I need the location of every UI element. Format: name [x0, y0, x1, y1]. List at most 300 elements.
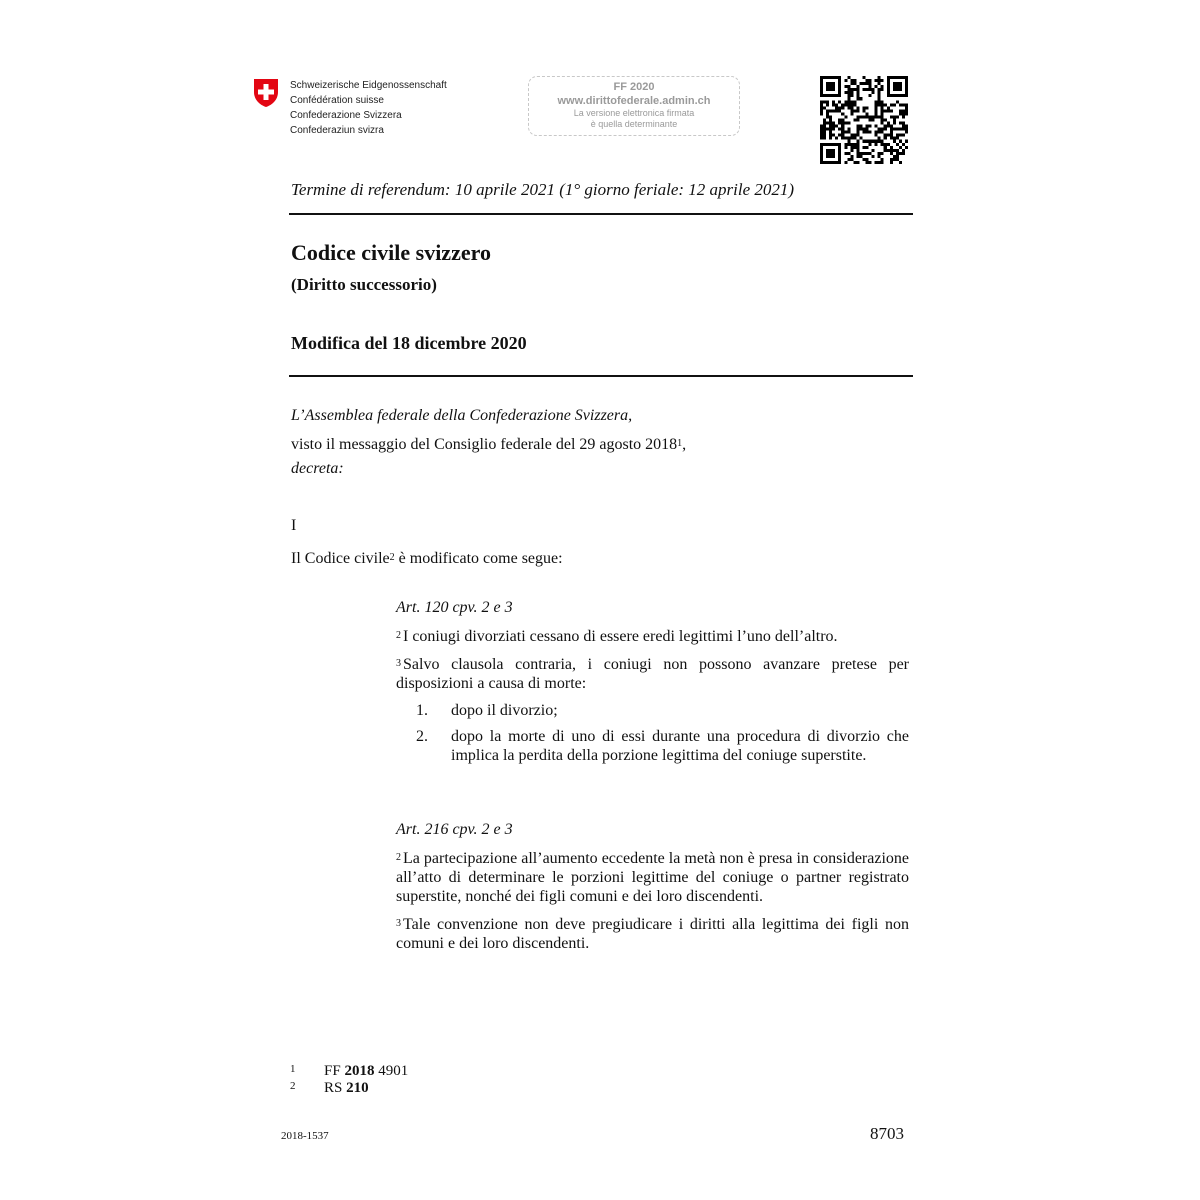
qr-module	[881, 158, 884, 161]
qr-module	[826, 82, 835, 91]
qr-module	[859, 128, 862, 131]
stamp-ff: FF 2020	[613, 81, 655, 93]
qr-module	[866, 82, 869, 85]
qr-module	[893, 158, 896, 161]
qr-module	[881, 103, 884, 106]
stamp-note-2: è quella determinante	[590, 119, 678, 129]
act-subtitle: (Diritto successorio)	[291, 275, 437, 294]
qr-module	[884, 103, 887, 106]
qr-module	[829, 128, 832, 131]
qr-module	[893, 122, 896, 125]
qr-module	[856, 85, 859, 88]
qr-module	[847, 94, 850, 97]
qr-module	[875, 79, 878, 82]
qr-module	[823, 137, 826, 140]
qr-module	[853, 109, 856, 112]
qr-module	[820, 131, 823, 134]
preamble-decree: decreta:	[291, 460, 344, 477]
qr-module	[820, 137, 823, 140]
qr-module	[850, 91, 853, 94]
qr-module	[878, 76, 881, 79]
qr-module	[881, 112, 884, 115]
qr-module	[820, 103, 823, 106]
qr-module	[841, 103, 844, 106]
qr-module	[896, 152, 899, 155]
qr-module	[841, 122, 844, 125]
qr-module	[881, 85, 884, 88]
qr-module	[853, 143, 856, 146]
qr-module	[856, 97, 859, 100]
qr-module	[899, 146, 902, 149]
qr-module	[905, 103, 908, 106]
preamble-assembly: L’Assemblea federale della Confederazione Svizzera,	[291, 407, 633, 424]
qr-module	[905, 106, 908, 109]
qr-module	[878, 79, 881, 82]
qr-module	[869, 143, 872, 146]
qr-module	[881, 109, 884, 112]
qr-module	[896, 115, 899, 118]
footnote	[290, 1063, 408, 1080]
footnote-suffix: 4901	[374, 1063, 409, 1079]
qr-module	[881, 128, 884, 131]
qr-module	[856, 149, 859, 152]
confed-rm: Confederaziun svizra	[290, 125, 384, 136]
qr-module	[835, 137, 838, 140]
qr-module	[890, 103, 893, 106]
footnotes	[290, 1063, 408, 1097]
qr-module	[850, 94, 853, 97]
list-item-number: 2.	[416, 728, 428, 745]
qr-module	[844, 91, 847, 94]
qr-module	[896, 128, 899, 131]
qr-module	[862, 131, 865, 134]
qr-module	[875, 161, 878, 164]
qr-module	[844, 100, 847, 103]
qr-module	[905, 146, 908, 149]
qr-module	[832, 103, 835, 106]
qr-module	[850, 109, 853, 112]
paragraph-text: I coniugi divorziati cessano di essere eredi legittimi l’uno dell’altro.	[403, 628, 838, 645]
page-number: 8703	[870, 1124, 904, 1143]
qr-module	[832, 125, 835, 128]
qr-module	[869, 152, 872, 155]
qr-module	[866, 146, 869, 149]
paragraph-number: 2	[396, 630, 401, 641]
intro-rest: è modificato come segue:	[394, 550, 563, 567]
qr-module	[896, 155, 899, 158]
qr-module	[899, 152, 902, 155]
qr-module	[881, 106, 884, 109]
qr-module	[902, 103, 905, 106]
qr-module	[890, 152, 893, 155]
qr-module	[884, 137, 887, 140]
qr-module	[902, 152, 905, 155]
qr-module	[841, 137, 844, 140]
qr-module	[832, 134, 835, 137]
qr-module	[896, 149, 899, 152]
qr-module	[893, 140, 896, 143]
qr-module	[856, 131, 859, 134]
qr-module	[869, 140, 872, 143]
qr-module	[875, 100, 878, 103]
qr-module	[847, 91, 850, 94]
qr-module	[866, 112, 869, 115]
confed-fr: Confédération suisse	[290, 95, 384, 106]
qr-module	[884, 128, 887, 131]
qr-module	[820, 106, 823, 109]
qr-module	[899, 103, 902, 106]
qr-module	[869, 118, 872, 121]
paragraph-number: 2	[396, 852, 401, 863]
qr-module	[872, 140, 875, 143]
qr-module	[850, 100, 853, 103]
confed-it: Confederazione Svizzera	[290, 110, 402, 121]
qr-module	[905, 131, 908, 134]
article-120	[396, 598, 909, 765]
qr-module	[823, 118, 826, 121]
qr-module	[875, 143, 878, 146]
qr-module	[887, 122, 890, 125]
qr-module	[838, 106, 841, 109]
qr-module	[862, 140, 865, 143]
qr-module	[902, 122, 905, 125]
qr-module	[856, 146, 859, 149]
qr-module	[902, 143, 905, 146]
qr-module	[896, 143, 899, 146]
qr-module	[820, 128, 823, 131]
qr-module	[841, 128, 844, 131]
qr-module	[881, 100, 884, 103]
qr-module	[850, 146, 853, 149]
qr-module	[850, 137, 853, 140]
qr-module	[856, 118, 859, 121]
list-item-text: dopo il divorzio;	[451, 702, 558, 719]
footnote-ref[interactable]: 2	[389, 552, 395, 563]
qr-module	[881, 79, 884, 82]
qr-module	[887, 109, 890, 112]
qr-module	[841, 112, 844, 115]
qr-module	[866, 125, 869, 128]
qr-module	[878, 140, 881, 143]
qr-module	[890, 115, 893, 118]
divider	[289, 213, 913, 215]
qr-module	[893, 115, 896, 118]
paragraph-text: Tale convenzione non deve pregiudicare i diritti alla legittima dei figli non comuni e dei loro discendenti.	[396, 916, 909, 952]
qr-module	[850, 134, 853, 137]
qr-module	[847, 100, 850, 103]
qr-module	[905, 128, 908, 131]
qr-module	[856, 91, 859, 94]
qr-module	[829, 118, 832, 121]
paragraph-number: 3	[396, 658, 401, 669]
qr-module	[832, 100, 835, 103]
confederation-names	[290, 78, 447, 138]
qr-module	[829, 109, 832, 112]
qr-module	[823, 122, 826, 125]
qr-module	[878, 131, 881, 134]
list-item	[396, 727, 909, 765]
qr-module	[850, 106, 853, 109]
paragraph-number: 3	[396, 918, 401, 929]
qr-module	[844, 137, 847, 140]
qr-module	[841, 106, 844, 109]
qr-module	[856, 128, 859, 131]
qr-module	[853, 134, 856, 137]
qr-module	[884, 134, 887, 137]
paragraph-text: La partecipazione all’aumento eccedente la metà non è presa in considerazione all’atto di determinare le porzioni legittime del coniuge o partner registrato superstite, nonché dei figli comuni e dei loro discendenti.	[396, 850, 909, 905]
qr-module	[847, 128, 850, 131]
qr-module	[859, 82, 862, 85]
qr-module	[856, 109, 859, 112]
qr-module	[826, 122, 829, 125]
intro-text: Il Codice civile	[291, 550, 390, 567]
qr-module	[847, 158, 850, 161]
qr-module	[847, 85, 850, 88]
qr-module	[838, 122, 841, 125]
qr-module	[875, 125, 878, 128]
qr-module	[899, 128, 902, 131]
qr-module	[890, 146, 893, 149]
qr-module	[856, 94, 859, 97]
qr-module	[859, 152, 862, 155]
qr-module	[866, 79, 869, 82]
qr-module	[853, 118, 856, 121]
qr-module	[887, 143, 890, 146]
qr-module	[869, 94, 872, 97]
qr-module	[869, 125, 872, 128]
qr-module	[826, 128, 829, 131]
qr-module	[890, 125, 893, 128]
qr-module	[829, 134, 832, 137]
qr-module	[832, 122, 835, 125]
qr-module	[893, 82, 902, 91]
qr-module	[844, 85, 847, 88]
stamp-note-1: La versione elettronica firmata	[573, 108, 695, 118]
qr-module	[844, 115, 847, 118]
qr-module	[826, 115, 829, 118]
qr-module	[823, 125, 826, 128]
qr-module	[838, 100, 841, 103]
qr-module	[820, 109, 823, 112]
qr-module	[878, 155, 881, 158]
qr-module	[884, 149, 887, 152]
amendment-date: Modifica del 18 dicembre 2020	[291, 333, 527, 353]
qr-module	[847, 137, 850, 140]
qr-module	[820, 125, 823, 128]
stamp-url[interactable]: www.dirittofederale.admin.ch	[557, 95, 711, 107]
qr-module	[850, 103, 853, 106]
qr-module	[862, 128, 865, 131]
footnote-number: 1	[290, 1063, 296, 1075]
qr-module	[896, 158, 899, 161]
qr-module	[853, 161, 856, 164]
qr-module	[905, 125, 908, 128]
qr-module	[878, 115, 881, 118]
qr-module	[875, 115, 878, 118]
qr-module	[820, 134, 823, 137]
qr-module	[878, 100, 881, 103]
qr-module	[899, 112, 902, 115]
divider	[289, 375, 913, 377]
qr-module	[899, 161, 902, 164]
qr-module	[850, 143, 853, 146]
qr-module	[853, 103, 856, 106]
qr-module	[841, 125, 844, 128]
qr-module	[896, 100, 899, 103]
article-paragraph	[396, 627, 909, 646]
qr-module	[850, 155, 853, 158]
qr-module	[872, 91, 875, 94]
qr-module	[862, 115, 865, 118]
qr-module	[878, 94, 881, 97]
qr-module	[902, 134, 905, 137]
qr-module	[820, 112, 823, 115]
qr-module	[878, 137, 881, 140]
qr-module	[841, 131, 844, 134]
qr-module	[847, 152, 850, 155]
footnote-number-bold: 210	[346, 1080, 369, 1096]
qr-module	[862, 146, 865, 149]
qr-module	[881, 152, 884, 155]
qr-module	[856, 134, 859, 137]
qr-module	[866, 106, 869, 109]
qr-module	[859, 115, 862, 118]
qr-module	[884, 118, 887, 121]
qr-module	[838, 118, 841, 121]
footnote-prefix: FF	[324, 1063, 345, 1079]
qr-module	[866, 140, 869, 143]
qr-module	[847, 76, 850, 79]
qr-module	[823, 106, 826, 109]
list-item-text: dopo la morte di uno di essi durante una procedura di divorzio che implica la perdita della porzione legittima del coniuge superstite.	[451, 728, 909, 764]
qr-module	[872, 118, 875, 121]
list-item	[396, 701, 909, 720]
qr-module	[847, 103, 850, 106]
qr-module	[838, 134, 841, 137]
qr-module	[866, 152, 869, 155]
qr-module	[835, 109, 838, 112]
qr-module	[875, 109, 878, 112]
qr-module	[884, 125, 887, 128]
qr-module	[875, 140, 878, 143]
qr-module	[878, 91, 881, 94]
qr-module	[887, 149, 890, 152]
confed-de: Schweizerische Eidgenossenschaft	[290, 80, 447, 91]
qr-module	[899, 140, 902, 143]
article-paragraph	[396, 655, 909, 693]
qr-module	[862, 109, 865, 112]
qr-module	[850, 112, 853, 115]
qr-module	[887, 134, 890, 137]
document-code: 2018-1537	[281, 1130, 329, 1142]
qr-module	[829, 122, 832, 125]
qr-module	[829, 131, 832, 134]
qr-module	[847, 88, 850, 91]
qr-module	[826, 112, 829, 115]
qr-module	[844, 161, 847, 164]
qr-module	[881, 118, 884, 121]
qr-module	[893, 137, 896, 140]
qr-module	[844, 152, 847, 155]
qr-code-icon	[820, 76, 908, 164]
qr-module	[853, 137, 856, 140]
qr-module	[862, 76, 865, 79]
footnote-prefix: RS	[324, 1080, 347, 1096]
referendum-deadline: Termine di referendum: 10 aprile 2021 (1° giorno feriale: 12 aprile 2021)	[291, 180, 795, 199]
qr-module	[850, 149, 853, 152]
qr-module	[881, 161, 884, 164]
footnote-ref[interactable]: 1	[677, 438, 683, 449]
qr-module	[881, 122, 884, 125]
section-number: I	[291, 517, 297, 534]
qr-module	[875, 103, 878, 106]
qr-module	[899, 134, 902, 137]
qr-module	[820, 100, 823, 103]
qr-module	[859, 137, 862, 140]
qr-module	[829, 137, 832, 140]
qr-module	[856, 115, 859, 118]
article-216	[396, 820, 909, 953]
electronic-version-stamp	[528, 76, 740, 136]
qr-module	[826, 100, 829, 103]
qr-module	[899, 109, 902, 112]
qr-module	[902, 149, 905, 152]
qr-module	[823, 128, 826, 131]
qr-module	[869, 88, 872, 91]
qr-module	[887, 106, 890, 109]
qr-module	[893, 118, 896, 121]
qr-module	[872, 149, 875, 152]
qr-module	[890, 131, 893, 134]
qr-module	[884, 143, 887, 146]
qr-module	[844, 143, 847, 146]
qr-module	[835, 106, 838, 109]
qr-module	[869, 131, 872, 134]
qr-module	[890, 137, 893, 140]
qr-module	[902, 128, 905, 131]
qr-module	[875, 131, 878, 134]
qr-module	[862, 106, 865, 109]
qr-module	[899, 122, 902, 125]
qr-module	[881, 131, 884, 134]
qr-module	[878, 82, 881, 85]
qr-module	[890, 149, 893, 152]
article-paragraph	[396, 849, 909, 906]
qr-module	[878, 161, 881, 164]
qr-module	[878, 128, 881, 131]
qr-module	[823, 131, 826, 134]
qr-module	[853, 100, 856, 103]
article-paragraph	[396, 915, 909, 953]
qr-module	[881, 88, 884, 91]
article-label: Art. 120 cpv. 2 e 3	[396, 599, 513, 616]
qr-module	[866, 88, 869, 91]
qr-module	[829, 115, 832, 118]
qr-module	[841, 118, 844, 121]
qr-module	[866, 161, 869, 164]
list-item-number: 1.	[416, 702, 428, 719]
qr-module	[890, 158, 893, 161]
qr-module	[823, 134, 826, 137]
qr-module	[878, 88, 881, 91]
qr-module	[875, 134, 878, 137]
qr-module	[844, 122, 847, 125]
qr-module	[850, 158, 853, 161]
qr-module	[896, 137, 899, 140]
qr-module	[890, 109, 893, 112]
qr-module	[859, 155, 862, 158]
qr-module	[862, 152, 865, 155]
